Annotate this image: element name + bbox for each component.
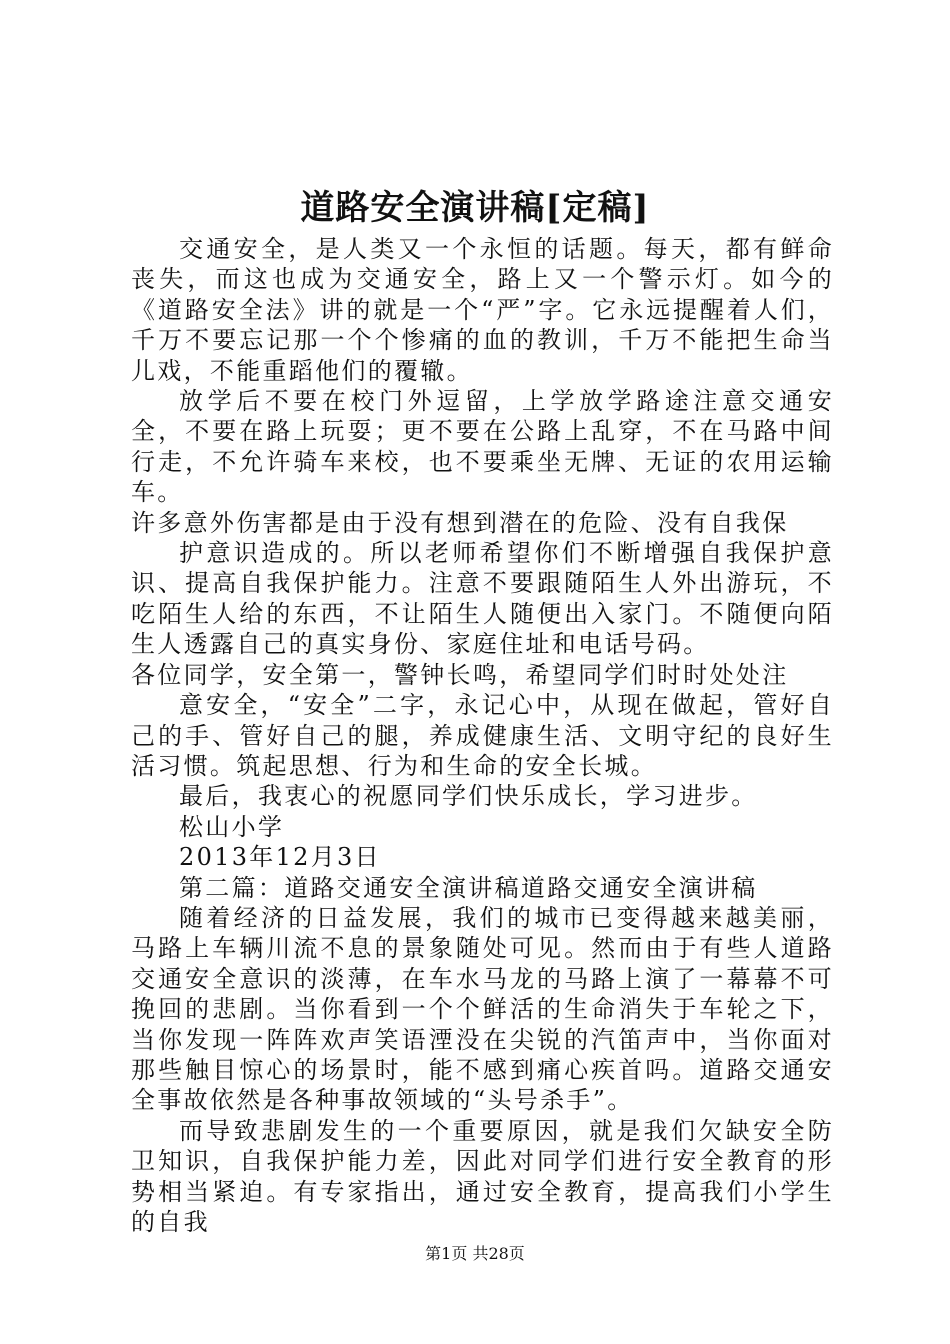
signature-date: 2013年12月3日 [179, 843, 381, 872]
paragraph-3-line: 许多意外伤害都是由于没有想到潜在的危险、没有自我保 [131, 508, 789, 537]
page-number-footer: 第1页 共28页 [425, 1244, 525, 1263]
document-title: 道路安全演讲稿[定稿] [300, 188, 650, 228]
paragraph-1: 交通安全，是人类又一个永恒的话题。每天，都有鲜命丧失，而这也成为交通安全，路上又一个警示灯。如今的《道路安全法》讲的就是一个“严”字。它永远提醒着人们，千万不要忘记那一个个惨痛的血的教训，千万不能把生命当儿戏，不能重蹈他们的覆辙。 [131, 235, 834, 385]
signature-school: 松山小学 [179, 812, 285, 841]
paragraph-3-continued: 护意识造成的。所以老师希望你们不断增强自我保护意识、提高自我保护能力。注意不要跟随陌生人外出游玩，不吃陌生人给的东西，不让陌生人随便出入家门。不随便向陌生人透露自己的真实身份、家庭住址和电话号码。 [131, 539, 834, 659]
section-heading: 第二篇：道路交通安全演讲稿道路交通安全演讲稿 [179, 873, 758, 902]
paragraph-2: 放学后不要在校门外逗留，上学放学路途注意交通安全，不要在路上玩耍；更不要在公路上乱穿，不在马路中间行走，不允许骑车来校，也不要乘坐无牌、无证的农用运输车。 [131, 387, 834, 507]
document-body [131, 234, 834, 1237]
paragraph-4-line: 各位同学，安全第一，警钟长鸣，希望同学们时时处处注 [131, 660, 789, 689]
paragraph-6: 而导致悲剧发生的一个重要原因，就是我们欠缺安全防卫知识，自我保护能力差，因此对同学们进行安全教育的形势相当紧迫。有专家指出，通过安全教育，提高我们小学生的自我 [131, 1116, 834, 1236]
paragraph-closing: 最后，我衷心的祝愿同学们快乐成长，学习进步。 [179, 782, 758, 811]
paragraph-4-continued: 意安全，“安全”二字，永记心中，从现在做起，管好自己的手、管好自己的腿，养成健康生活、文明守纪的良好生活习惯。筑起思想、行为和生命的安全长城。 [131, 691, 834, 780]
paragraph-5: 随着经济的日益发展，我们的城市已变得越来越美丽，马路上车辆川流不息的景象随处可见。然而由于有些人道路交通安全意识的淡薄，在车水马龙的马路上演了一幕幕不可挽回的悲剧。当你看到一个个鲜活的生命消失于车轮之下，当你发现一阵阵欢声笑语湮没在尖锐的汽笛声中，当你面对那些触目惊心的场景时，能不感到痛心疾首吗。道路交通安全事故依然是各种事故领域的“头号杀手”。 [131, 903, 834, 1115]
